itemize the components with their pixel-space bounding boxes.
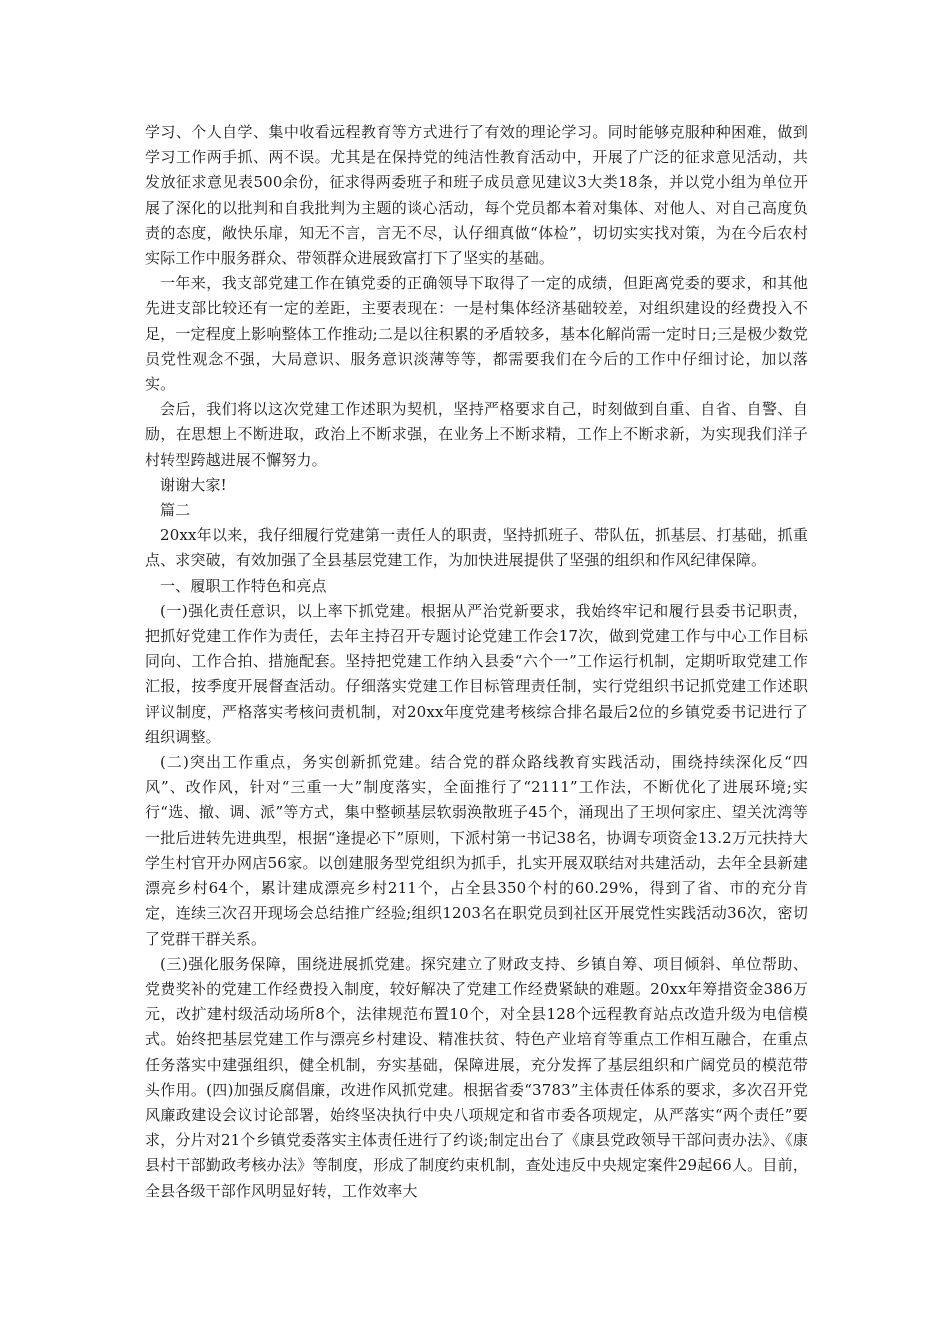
paragraph-commitment: 会后，我们将以这次党建工作述职为契机，坚持严格要求自己，时刻做到自重、自省、自警、自励，在思想上不断进取，政治上不断求强，在业务上不断求精，工作上不断求新，为实现我们洋子村转型跨越进展不懈努力。 [145,400,808,469]
document-body [145,120,808,1204]
paragraph-service-guarantee: (三)强化服务保障，围绕进展抓党建。探究建立了财政支持、乡镇自筹、项目倾斜、单位帮助、党费奖补的党建工作经费投入制度，较好解决了党建工作经费紧缺的难题。20xx年筹措资金386万元，改扩建村级活动场所8个，法律规范布置10个，对全县128个远程教育站点改造升级为电信模式。始终把基层党建工作与漂亮乡村建设、精准扶贫、特色产业培育等重点工作相互融合，在重点任务落实中建强组织，健全机制，夯实基础，保障进展，充分发挥了基层组织和广阔党员的模范带头作用。(四)加强反腐倡廉，改进作风抓党建。根据省委“3783”主体责任体系的要求，多次召开党风廉政建设会议讨论部署，始终坚决执行中央八项规定和省市委各项规定，从严落实“两个责任”要求，分片对21个乡镇党委落实主体责任进行了约谈;制定出台了《康县党政领导干部问责办法》、《康县村干部勤政考核办法》等制度，形成了制度约束机制，查处违反中央规定案件29起66人。目前，全县各级干部作风明显好转，工作效率大 [145,954,808,1200]
section-heading-part-two: 篇二 [160,501,191,520]
section-heading-highlights: 一、履职工作特色和亮点 [160,576,327,595]
paragraph-thanks: 谢谢大家! [160,475,227,494]
paragraph-innovation: (二)突出工作重点，务实创新抓党建。结合党的群众路线教育实践活动，围绕持续深化反“四风”、改作风，针对“三重一大”制度落实，全面推行了“2111”工作法，不断优化了进展环境;实行“选、撤、调、派”等方式，集中整顿基层软弱涣散班子45个，涌现出了王坝何家庄、望关沈湾等一批后进转先进典型，根据“逢提必下”原则，下派村第一书记38名，协调专项资金13.2万元扶持大学生村官开办网店56家。以创建服务型党组织为抓手，扎实开展双联结对共建活动，去年全县新建漂亮乡村64个，累计建成漂亮乡村211个，占全县350个村的60.29%，得到了省、市的充分肯定，连续三次召开现场会总结推广经验;组织1203名在职党员到社区开展党性实践活动36次，密切了党群干群关系。 [145,753,808,948]
paragraph-responsibility: (一)强化责任意识，以上率下抓党建。根据从严治党新要求，我始终牢记和履行县委书记职责，把抓好党建工作作为责任，去年主持召开专题讨论党建工作会17次，做到党建工作与中心工作目标同向、工作合拍、措施配套。坚持把党建工作纳入县委“六个一”工作运行机制，定期听取党建工作汇报，按季度开展督查活动。仔细落实党建工作目标管理责任制，实行党组织书记抓党建工作述职评议制度，严格落实考核问责机制，对20xx年度党建考核综合排名最后2位的乡镇党委书记进行了组织调整。 [145,601,808,746]
paragraph-continuation: 学习、个人自学、集中收看远程教育等方式进行了有效的理论学习。同时能够克服种种困难，做到学习工作两手抓、两不误。尤其是在保持党的纯洁性教育活动中，开展了广泛的征求意见活动，共发放征求意见表500余份，征求得两委班子和班子成员意见建议3大类18条，并以党小组为单位开展了深化的以批判和自我批判为主题的谈心活动，每个党员都本着对集体、对他人、对自己高度负责的态度，敞快乐扉，知无不言，言无不尽，认仔细真做“体检”，切切实实找对策，为在今后农村实际工作中服务群众、带领群众进展致富打下了坚实的基础。 [145,123,808,268]
paragraph-intro-part-two: 20xx年以来，我仔细履行党建第一责任人的职责，坚持抓班子、带队伍，抓基层、打基础，抓重点、求突破，有效加强了全县基层党建工作，为加快进展提供了坚强的组织和作风纪律保障。 [145,526,808,570]
paragraph-shortcomings: 一年来，我支部党建工作在镇党委的正确领导下取得了一定的成绩，但距离党委的要求，和其他先进支部比较还有一定的差距，主要表现在：一是村集体经济基础较差，对组织建设的经费投入不足，一定程度上影响整体工作推动;二是以往积累的矛盾较多，基本化解尚需一定时日;三是极少数党员党性观念不强，大局意识、服务意识淡薄等等，都需要我们在今后的工作中仔细讨论，加以落实。 [145,274,808,394]
